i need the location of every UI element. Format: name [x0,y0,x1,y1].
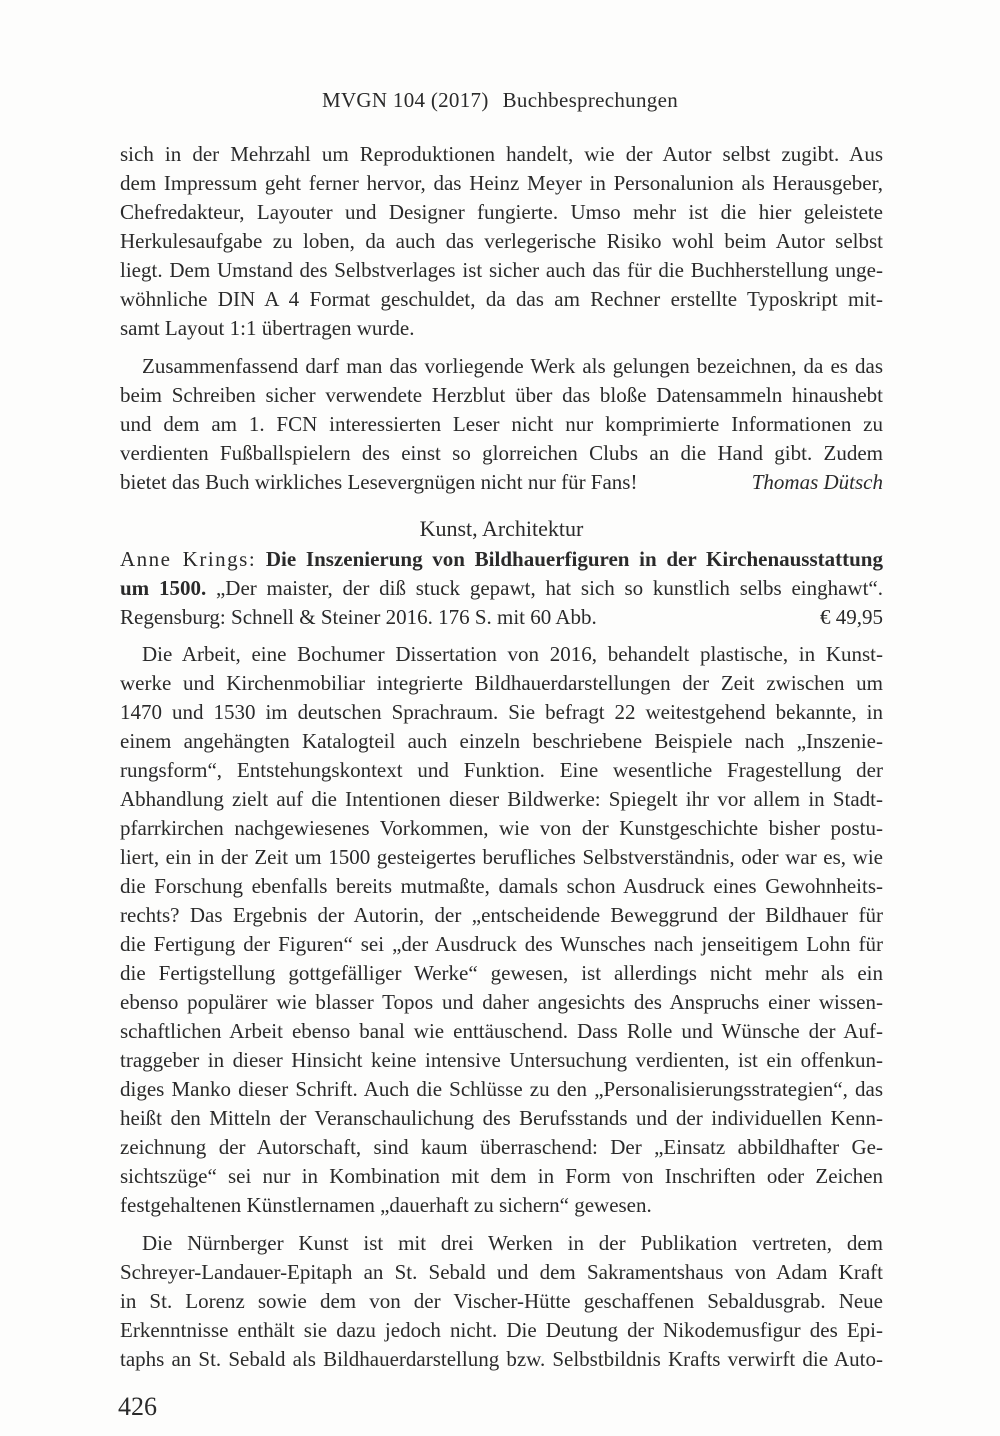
book-author: Anne Krings: [120,547,257,571]
paragraph-line: liegt. Dem Umstand des Selbstverlages ist sicher auch das für die Buchherstellung unge- [120,258,883,282]
paragraph-line: dem Impressum geht ferner hervor, das Heinz Meyer in Personalunion als Herausgeber, [120,171,883,195]
paragraph-line: Abhandlung zielt auf die Intentionen dieser Bildwerke: Spiegelt ihr vor allem in Stadt- [120,787,883,811]
paragraph-line: pfarrkirchen nachgewiesenes Vorkommen, wie von der Kunstgeschichte bisher postu- [120,816,883,840]
closing-line [120,468,883,497]
book-title-continued: um 1500. [120,576,207,600]
paragraph-line: und dem am 1. FCN interessierten Leser nicht nur komprimierte Informationen zu [120,412,883,436]
section-title: Kunst, Architektur [419,516,584,541]
book-price: € 49,95 [820,605,883,629]
paragraph-line: schaftlichen Arbeit ebenso banal wie enttäuschend. Dass Rolle und Wünsche der Auf- [120,1019,883,1043]
paragraph-line: heißt den Mitteln der Veranschaulichung des Berufsstands und der individuellen Kenn- [120,1106,883,1130]
paragraph-line: einem angehängten Katalogteil auch einzeln beschriebene Beispiele nach „Inszenie- [120,729,883,753]
paragraph-line: rungsform“, Entstehungskontext und Funktion. Eine wesentliche Fragestellung der [120,758,883,782]
paragraph-line: zeichnung der Autorschaft, sind kaum überraschend: Der „Einsatz abbildhafter Ge- [120,1135,883,1159]
paragraph-line: verdienten Fußballspielern des einst so glorreichen Clubs an die Hand gibt. Zudem [120,441,883,465]
bibliography-line [120,603,883,632]
paragraph-line: in St. Lorenz sowie dem von der Vischer-Hütte geschaffenen Sebaldusgrab. Neue [120,1289,883,1313]
paragraph-line: liert, ein in der Zeit um 1500 gesteigertes berufliches Selbstverständnis, oder war es, wie [120,845,883,869]
paragraph-line: Die Arbeit, eine Bochumer Dissertation von 2016, behandelt plastische, in Kunst- [142,642,883,666]
paragraph-line: die Forschung ebenfalls bereits mutmaßte, damals schon Ausdruck eines Gewohnheits- [120,874,883,898]
paragraph-line: die Fertigung der Figuren“ sei „der Ausdruck des Wunsches nach jenseitigem Lohn für [120,932,883,956]
header-section: Buchbesprechungen [502,88,679,112]
closing-text: bietet das Buch wirkliches Lesevergnügen nicht nur für Fans! [120,470,638,494]
paragraph-line: Zusammenfassend darf man das vorliegende Werk als gelungen bezeichnen, da es das [142,354,883,378]
paragraph-line: rechts? Das Ergebnis der Autorin, der „entscheidende Beweggrund der Bildhauer für [120,903,883,927]
book-title: Die Inszenierung von Bildhauerfiguren in der Kirchenausstattung [265,547,883,571]
paragraph-line: festgehaltenen Künstlernamen „dauerhaft zu sichern“ gewesen. [120,1193,652,1217]
journal-reference: MVGN 104 (2017) [321,88,489,112]
book-subtitle: „Der maister, der diß stuck gepawt, hat sich so kunstlich selbs einghawt“. [215,576,884,600]
paragraph-line: taphs an St. Sebald als Bildhauerdarstellung bzw. Selbstbildnis Krafts verwirft die Auto- [120,1347,883,1371]
page-number: 426 [118,1392,157,1421]
paragraph-line: sich in der Mehrzahl um Reproduktionen handelt, wie der Autor selbst zugibt. Aus [120,142,883,166]
paragraph-line: Erkenntnisse enthält sie dazu jedoch nicht. Die Deutung der Nikodemusfigur des Epi- [120,1318,883,1342]
paragraph-line: werke und Kirchenmobiliar integrierte Bildhauerdarstellungen der Zeit zwischen um [120,671,883,695]
paragraph-line: beim Schreiben sicher verwendete Herzblut über das bloße Datensammeln hinaushebt [120,383,883,407]
bibliography-line [120,545,883,574]
paragraph-line: wöhnliche DIN A 4 Format geschuldet, da das am Rechner erstellte Typoskript mit- [120,287,883,311]
paragraph-line: Herkulesaufgabe zu loben, da auch das verlegerische Risiko wohl beim Autor selbst [120,229,883,253]
paragraph-line: die Fertigstellung gottgefälliger Werke“ gewesen, ist allerdings nicht mehr als ein [120,961,883,985]
book-publisher: Regensburg: Schnell & Steiner 2016. 176 S. mit 60 Abb. [120,605,597,629]
reviewer-signature: Thomas Dütsch [751,470,883,494]
paragraph-line: sichtszüge“ sei nur in Kombination mit dem in Form von Inschriften oder Zeichen [120,1164,883,1188]
paragraph-line: 1470 und 1530 im deutschen Sprachraum. Sie befragt 22 weitestgehend bekannte, in [120,700,883,724]
paragraph-line: Chefredakteur, Layouter und Designer fungierte. Umso mehr ist die hier geleistete [120,200,883,224]
paragraph-line: traggeber in dieser Hinsicht keine intensive Untersuchung verdienten, ist ein offenkun- [120,1048,883,1072]
bibliography-line [120,574,883,603]
running-header [0,88,1000,113]
paragraph-line: samt Layout 1:1 übertragen wurde. [120,316,415,340]
paragraph-line: Schreyer-Landauer-Epitaph an St. Sebald und dem Sakramentshaus von Adam Kraft [120,1260,883,1284]
paragraph-line: diges Manko dieser Schrift. Auch die Schlüsse zu den „Personalisierungsstrategien“, das [120,1077,883,1101]
paragraph-line: ebenso populärer wie blasser Topos und daher angesichts des Anspruchs einer wissen- [120,990,883,1014]
paragraph-line: Die Nürnberger Kunst ist mit drei Werken in der Publikation vertreten, dem [142,1231,883,1255]
